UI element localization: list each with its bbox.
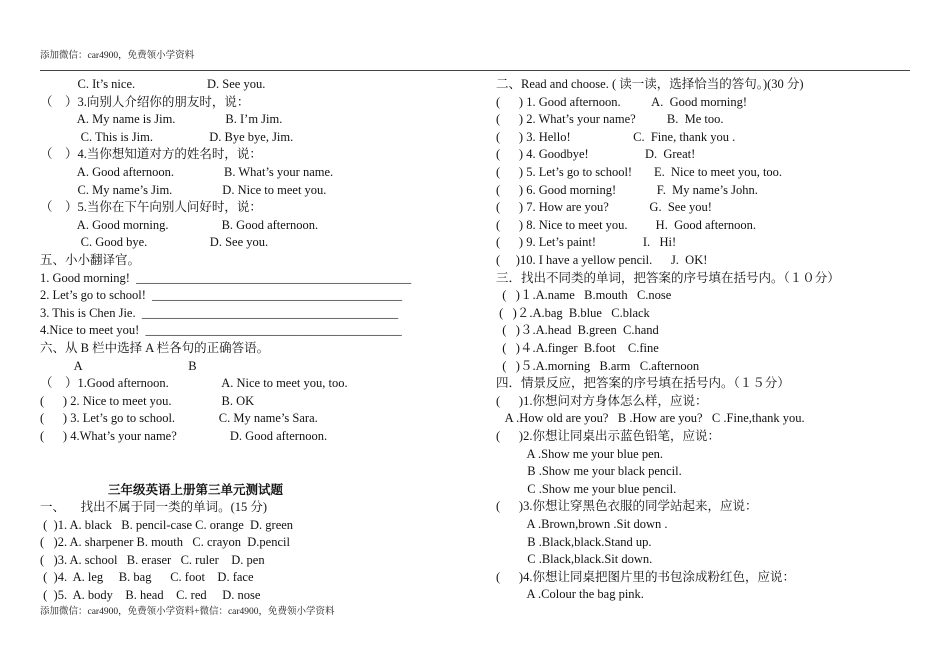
right-line: ( )2.你想让同桌出示蓝色铅笔，应说： — [496, 429, 720, 443]
right-line: B .Show me your black pencil. — [496, 464, 682, 479]
page-footer-note: 添加微信：car4900，免费领小学资料+微信：car4900，免费领小学资料 — [40, 607, 335, 617]
left-line: C. This is Jim. D. Bye bye, Jim. — [40, 129, 294, 144]
left-line: 五、小小翻译官。 — [40, 253, 141, 267]
page-header-note: 添加微信：car4900，免费领小学资料 — [40, 51, 195, 61]
right-line: ( ) 5. Let’s go to school! E. Nice to meet you, too. — [496, 165, 783, 179]
right-line: 二、Read and choose. ( 读一读，选择恰当的答句。)(30 分) — [496, 77, 804, 91]
right-line: ( ) 8. Nice to meet you. H. Good afternoon. — [496, 217, 757, 232]
left-line: ( ) 2. Nice to meet you. B. OK — [40, 393, 255, 408]
header-divider — [40, 70, 910, 71]
right-line: ( )２.A.bag B.blue C.black — [496, 305, 650, 320]
left-line: ( )1. A. black B. pencil-case C. orange D. green — [40, 517, 294, 532]
right-line: ( ) 1. Good afternoon. A. Good morning! — [496, 94, 748, 109]
left-line: C. It’s nice. D. See you. — [40, 77, 266, 91]
right-line: ( )４.A.finger B.foot C.fine — [496, 341, 659, 355]
right-line: C .Show me your blue pencil. — [496, 481, 677, 496]
left-line: C. My name’s Jim. D. Nice to meet you. — [40, 182, 327, 197]
left-line: 2. Let’s go to school! ________________________________________ — [40, 288, 403, 303]
right-line: C .Black,black.Sit down. — [496, 552, 653, 567]
left-line: A. My name is Jim. B. I’m Jim. — [40, 112, 283, 127]
left-line: A. Good morning. B. Good afternoon. — [40, 217, 319, 232]
left-line: ( )5. A. body B. head C. red D. nose — [40, 588, 261, 602]
right-line: A .Brown,brown .Sit down . — [496, 517, 668, 531]
left-line: （ ）5.当你在下午向别人问好时，说： — [40, 200, 262, 215]
right-line: 三．找出不同类的单词，把答案的序号填在括号内。（１０分） — [496, 270, 840, 285]
unit-title: 三年级英语上册第三单元测试题 — [108, 483, 284, 497]
left-line: 4.Nice to meet you! _________________________________________ — [40, 323, 402, 338]
left-line: ( )3. A. school B. eraser C. ruler D. pen — [40, 552, 265, 567]
right-line: 四．情景反应，把答案的序号填在括号内。（１５分） — [496, 376, 790, 391]
left-line: ( ) 3. Let’s go to school. C. My name’s Sara. — [40, 411, 318, 426]
left-line: 一、 找出不属于同一类的单词。(15 分) — [40, 500, 268, 514]
right-line: ( ) 2. What’s your name? B. Me too. — [496, 112, 724, 127]
right-line: ( )10. I have a yellow pencil. J. OK! — [496, 253, 708, 267]
left-line: C. Good bye. D. See you. — [40, 235, 269, 250]
right-line: B .Black,black.Stand up. — [496, 534, 652, 549]
left-line: ( ) 4.What’s your name? D. Good afternoon. — [40, 429, 328, 443]
left-line: A B — [40, 358, 197, 373]
left-line: ( )2. A. sharpener B. mouth C. crayon D.pencil — [40, 535, 290, 550]
left-line: A. Good afternoon. B. What’s your name. — [40, 165, 334, 179]
left-line: （ ）1.Good afternoon. A. Nice to meet you, too. — [40, 376, 348, 391]
left-line: 六、从 B 栏中选择 A 栏各句的正确答语。 — [40, 341, 270, 355]
right-line: ( ) 7. How are you? G. See you! — [496, 200, 712, 215]
right-line: A .How old are you? B .How are you? C .Fine,thank you. — [496, 411, 805, 426]
right-line: A .Show me your blue pen. — [496, 446, 664, 461]
left-line: 1. Good morning! ____________________________________________ — [40, 270, 412, 285]
right-line: A .Colour the bag pink. — [496, 587, 644, 602]
right-line: ( ) 6. Good morning! F. My name’s John. — [496, 182, 758, 197]
right-line: ( )1.你想问对方身体怎么样，应说： — [496, 393, 708, 408]
right-line: ( )3.你想让穿黑色衣服的同学站起来，应说： — [496, 499, 758, 514]
left-line: ( )4. A. leg B. bag C. foot D. face — [40, 570, 254, 585]
left-line: 3. This is Chen Jie. _________________________________________ — [40, 305, 399, 320]
right-line: ( ) 3. Hello! C. Fine, thank you . — [496, 129, 736, 144]
right-line: ( ) 9. Let’s paint! I. Hi! — [496, 235, 677, 250]
left-line: （ ）4.当你想知道对方的姓名时，说： — [40, 147, 262, 162]
right-line: ( )4.你想让同桌把图片里的书包涂成粉红色，应说： — [496, 569, 795, 584]
right-line: ( )３.A.head B.green C.hand — [496, 323, 659, 338]
left-line: （ ）3.向别人介绍你的朋友时，说： — [40, 94, 250, 109]
right-line: ( ) 4. Goodbye! D. Great! — [496, 147, 696, 162]
right-line: ( )１.A.name B.mouth C.nose — [496, 288, 672, 303]
right-line: ( )５.A.morning B.arm C.afternoon — [496, 358, 700, 373]
